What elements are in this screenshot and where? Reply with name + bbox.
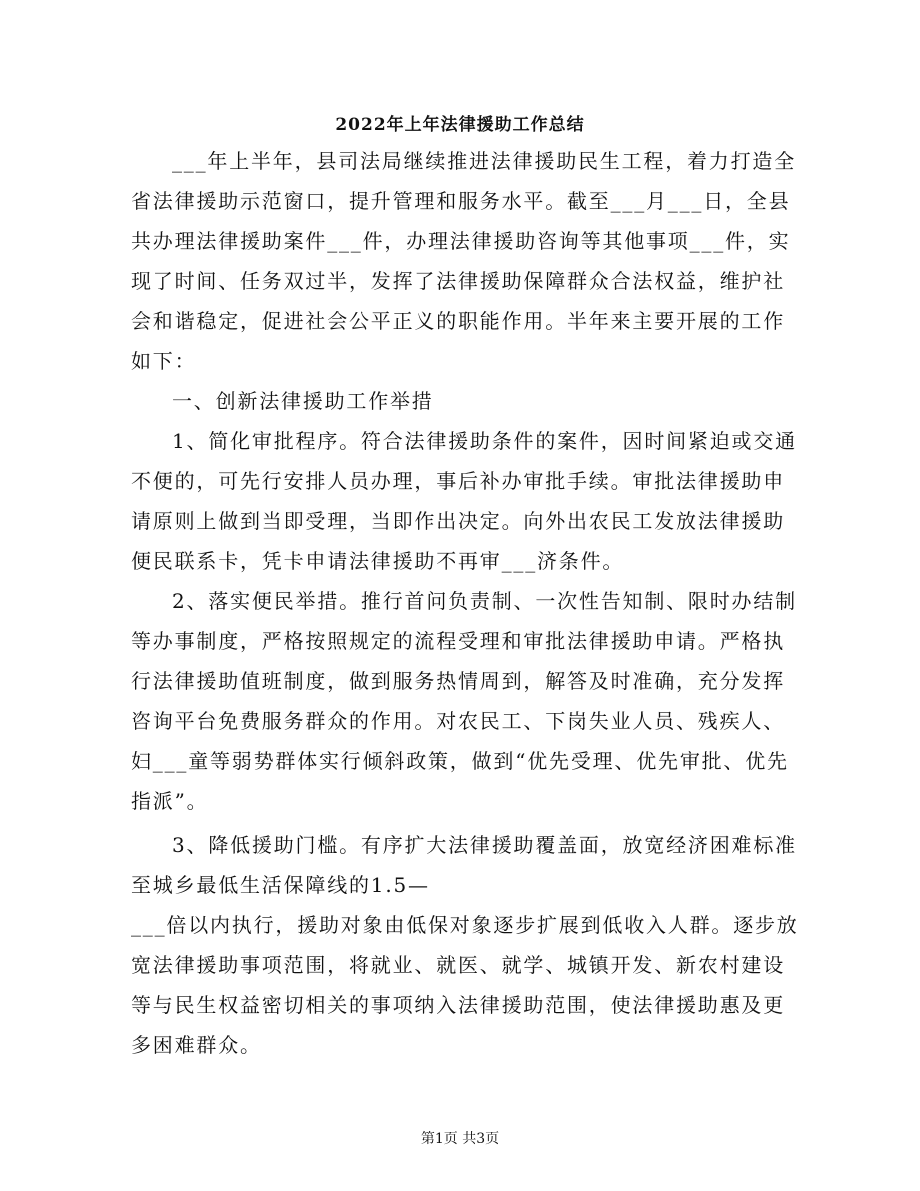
document-body	[131, 141, 799, 1065]
paragraph-line: 会和谐稳定，促进社会公平正义的职能作用。半年来主要开展的工作	[131, 309, 785, 333]
paragraph-line: 咨询平台免费服务群众的作用。对农民工、下岗失业人员、残疾人、	[131, 709, 785, 733]
page-footer: 第1页 共3页	[420, 1131, 500, 1147]
paragraph-line: 2、落实便民举措。推行首问负责制、一次性告知制、限时办结制	[172, 589, 797, 613]
paragraph-line: 便民联系卡，凭卡申请法律援助不再审___济条件。	[131, 549, 625, 573]
paragraph-line: 不便的，可先行安排人员办理，事后补办审批手续。审批法律援助申	[131, 469, 785, 493]
section-heading: 一、创新法律援助工作举措	[172, 389, 434, 413]
paragraph-line: 共办理法律援助案件___件，办理法律援助咨询等其他事项___件，实	[131, 229, 791, 253]
paragraph-line: 指派”。	[131, 789, 209, 813]
paragraph-line: 妇___童等弱势群体实行倾斜政策，做到“优先受理、优先审批、优先	[131, 749, 789, 773]
paragraph-line: 1、简化审批程序。符合法律援助条件的案件，因时间紧迫或交通	[172, 429, 797, 453]
paragraph-line: 等办事制度，严格按照规定的流程受理和审批法律援助申请。严格执	[131, 629, 785, 653]
paragraph-line: 省法律援助示范窗口，提升管理和服务水平。截至___月___日，全县	[131, 189, 791, 213]
paragraph-line: ___年上半年，县司法局继续推进法律援助民生工程，着力打造全	[172, 149, 796, 173]
paragraph-line: 3、降低援助门槛。有序扩大法律援助覆盖面，放宽经济困难标准	[172, 833, 797, 857]
paragraph-line: 至城乡最低生活保障线的1.5—	[131, 873, 430, 897]
document-title: 2022年上年法律援助工作总结	[335, 115, 585, 135]
paragraph-line: 多困难群众。	[131, 1033, 262, 1057]
paragraph-line: 请原则上做到当即受理，当即作出决定。向外出农民工发放法律援助	[131, 509, 785, 533]
paragraph-line: 如下：	[131, 349, 197, 373]
paragraph-line: ___倍以内执行，援助对象由低保对象逐步扩展到低收入人群。逐步放	[131, 913, 799, 937]
paragraph-line: 等与民生权益密切相关的事项纳入法律援助范围，使法律援助惠及更	[131, 993, 785, 1017]
paragraph-line: 行法律援助值班制度，做到服务热情周到，解答及时准确，充分发挥	[131, 669, 785, 693]
paragraph-line: 宽法律援助事项范围，将就业、就医、就学、城镇开发、新农村建设	[131, 953, 785, 977]
paragraph-line: 现了时间、任务双过半，发挥了法律援助保障群众合法权益，维护社	[131, 269, 785, 293]
